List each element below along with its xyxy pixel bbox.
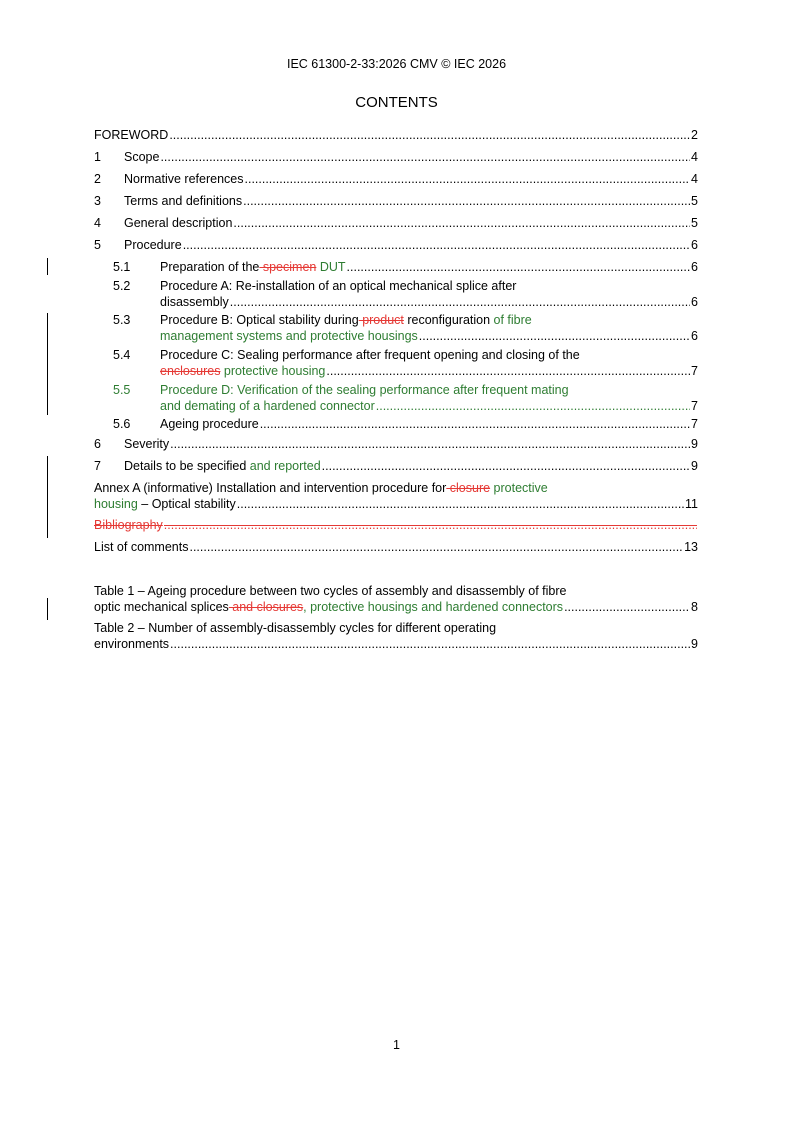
toc-number: 5.1 <box>113 260 131 274</box>
inserted-text: of fibre <box>490 313 532 327</box>
deleted-text: enclosures <box>160 364 221 378</box>
leader-dots <box>169 127 690 143</box>
leader-dots <box>245 171 691 187</box>
change-bar <box>47 313 48 415</box>
inserted-text: and reported <box>246 459 321 473</box>
toc-page: 2 <box>691 128 698 142</box>
toc-label: FOREWORD <box>94 128 169 142</box>
toc-label: Table 1 – Ageing procedure between two cycles of assembly and disassembly of fibre <box>94 584 567 598</box>
toc-label: disassembly <box>160 295 229 309</box>
toc-entry-severity[interactable] <box>94 436 698 452</box>
change-bar <box>47 456 48 538</box>
toc-page: 8 <box>691 600 698 614</box>
leader-dots <box>160 149 690 165</box>
leader-dots <box>243 193 690 209</box>
leader-dots <box>322 458 690 474</box>
toc-label: and demating of a hardened connector <box>160 399 375 413</box>
toc-number: 5.3 <box>113 313 131 327</box>
page-number: 1 <box>393 1038 400 1052</box>
leader-dots <box>564 599 690 615</box>
leader-dots <box>230 294 690 310</box>
toc-label: environments <box>94 637 170 651</box>
toc-number: 5 <box>94 238 101 252</box>
contents-title: CONTENTS <box>355 94 438 111</box>
toc-page: 9 <box>691 459 698 473</box>
toc-entry-5-1[interactable] <box>113 259 698 275</box>
toc-label: List of comments <box>94 540 189 554</box>
toc-label: Ageing procedure <box>160 417 259 431</box>
toc-entry-5-6[interactable] <box>113 416 698 432</box>
leader-dots <box>170 636 690 652</box>
toc-entry-procedure[interactable] <box>94 237 698 253</box>
toc-page: 11 <box>685 497 698 511</box>
toc-number: 5.6 <box>113 417 131 431</box>
toc-page: 4 <box>691 172 698 186</box>
toc-entry-list-of-comments[interactable] <box>94 539 698 555</box>
deleted-text: specimen <box>259 260 317 274</box>
inserted-text: , protective housings and hardened connectors <box>303 600 564 614</box>
toc-label: Table 2 – Number of assembly-disassembly cycles for different operating <box>94 621 497 635</box>
toc-entry-normative-references[interactable] <box>94 171 698 187</box>
inserted-text: housing <box>94 497 138 511</box>
toc-entry-5-2[interactable] <box>113 278 698 310</box>
inserted-text: protective housing <box>220 364 326 378</box>
leader-dots <box>164 517 697 533</box>
toc-label: Procedure D: Verification of the sealing performance after frequent mating <box>160 383 569 397</box>
toc-label: – Optical stability <box>137 497 236 511</box>
toc-label: reconfiguration <box>403 313 491 327</box>
leader-dots <box>183 237 690 253</box>
toc-page: 6 <box>691 260 698 274</box>
toc-label: Annex A (informative) Installation and intervention procedure for <box>94 481 447 495</box>
toc-page: 9 <box>691 637 698 651</box>
inserted-text: protective <box>490 481 548 495</box>
toc-page: 5 <box>691 194 698 208</box>
leader-dots <box>233 215 690 231</box>
toc-label: Scope <box>124 150 160 164</box>
toc-label: Preparation of the <box>160 260 260 274</box>
leader-dots <box>419 328 690 344</box>
toc-label: Procedure <box>124 238 182 252</box>
toc-number: 5.2 <box>113 279 131 293</box>
toc-entry-5-3[interactable] <box>113 312 698 344</box>
toc-label: Bibliography <box>94 518 163 532</box>
toc-page: 13 <box>684 540 698 554</box>
toc-entry-foreword[interactable] <box>94 127 698 143</box>
toc-label: Terms and definitions <box>124 194 243 208</box>
toc-label: Normative references <box>124 172 244 186</box>
toc-entry-details[interactable] <box>94 458 698 474</box>
toc-page: 4 <box>691 150 698 164</box>
toc-number: 2 <box>94 172 101 186</box>
deleted-text: and closures <box>228 600 304 614</box>
leader-dots <box>326 363 690 379</box>
change-bar <box>47 258 48 275</box>
toc-label: Procedure B: Optical stability during <box>160 313 359 327</box>
toc-entry-5-5[interactable] <box>113 382 698 414</box>
toc-number: 4 <box>94 216 101 230</box>
toc-entry-5-4[interactable] <box>113 347 698 379</box>
toc-page: 6 <box>691 329 698 343</box>
toc-label: General description <box>124 216 233 230</box>
toc-label: Procedure A: Re-installation of an optical mechanical splice after <box>160 279 517 293</box>
toc-entry-general-description[interactable] <box>94 215 698 231</box>
leader-dots <box>376 398 690 414</box>
leader-dots <box>347 259 691 275</box>
toc-page: 7 <box>691 399 698 413</box>
deleted-text: closure <box>446 481 491 495</box>
deleted-text: product <box>358 313 404 327</box>
toc-label: Procedure C: Sealing performance after frequent opening and closing of the <box>160 348 580 362</box>
toc-entry-table-2[interactable] <box>94 620 698 652</box>
toc-entry-scope[interactable] <box>94 149 698 165</box>
toc-page: 9 <box>691 437 698 451</box>
inserted-text: management systems and protective housings <box>160 329 418 343</box>
leader-dots <box>260 416 690 432</box>
toc-entry-table-1[interactable] <box>94 583 698 615</box>
document-header: IEC 61300-2-33:2026 CMV © IEC 2026 <box>286 57 507 71</box>
toc-number: 5.5 <box>113 383 131 397</box>
toc-number: 7 <box>94 459 101 473</box>
inserted-text: DUT <box>316 260 346 274</box>
toc-page: 7 <box>691 364 698 378</box>
toc-label: optic mechanical splices <box>94 600 229 614</box>
toc-label: Severity <box>124 437 170 451</box>
change-bar <box>47 598 48 620</box>
leader-dots <box>170 436 690 452</box>
leader-dots <box>237 496 684 512</box>
toc-page: 5 <box>691 216 698 230</box>
toc-number: 5.4 <box>113 348 131 362</box>
toc-label: Details to be specified <box>124 459 247 473</box>
toc-page: 7 <box>691 417 698 431</box>
toc-page: 6 <box>691 295 698 309</box>
leader-dots <box>189 539 683 555</box>
toc-entry-terms-and-definitions[interactable] <box>94 193 698 209</box>
toc-number: 1 <box>94 150 101 164</box>
toc-number: 3 <box>94 194 101 208</box>
toc-entry-annex-a[interactable] <box>94 480 698 512</box>
toc-entry-bibliography[interactable] <box>94 517 698 533</box>
toc-page: 6 <box>691 238 698 252</box>
toc-number: 6 <box>94 437 101 451</box>
